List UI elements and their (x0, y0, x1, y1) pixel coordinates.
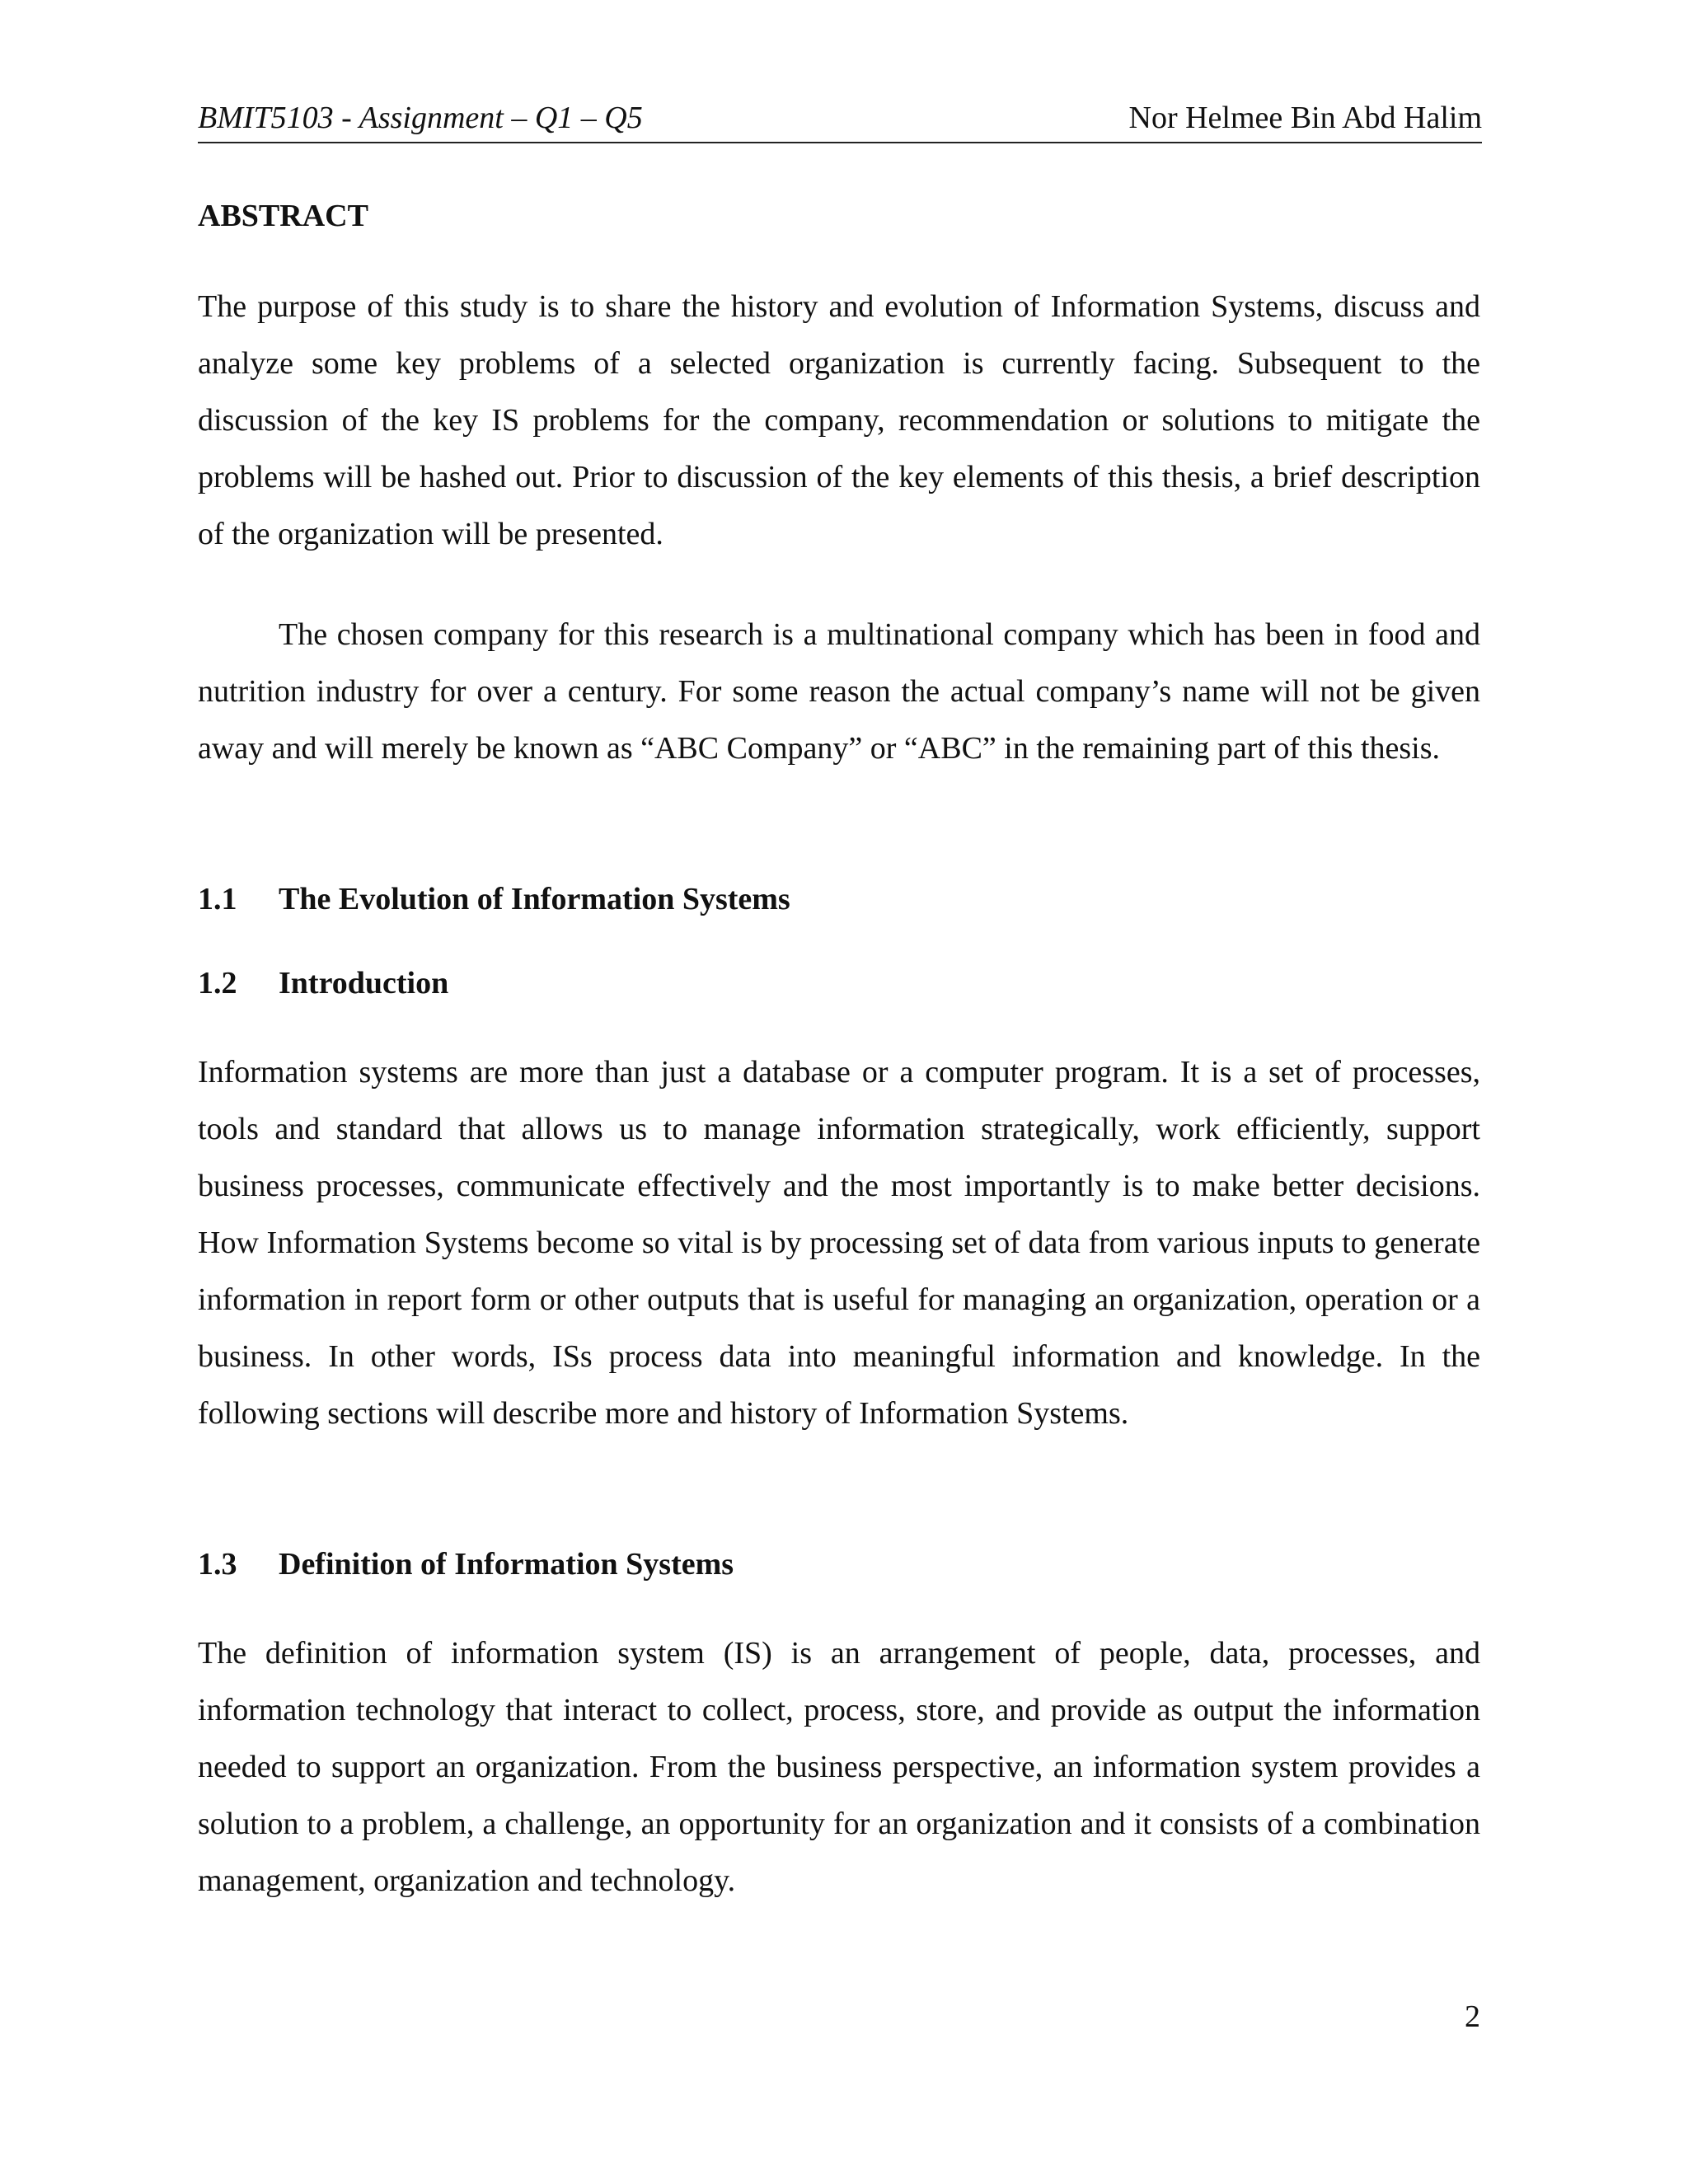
section-heading-introduction (198, 958, 1480, 1008)
section-title: The Evolution of Information Systems (279, 882, 790, 916)
section-heading-evolution (198, 874, 1480, 924)
section-title: Introduction (279, 966, 449, 1001)
definition-paragraph: The definition of information system (IS) is an arrangement of people, data, processes, and information technology that interact to collect, process, store, and provide as output the information needed to support an organization. From the business perspective, an information system provides a solution to a problem, a challenge, an opportunity for an organization and it consists of a combination management, organization and technology. (198, 1636, 1480, 1898)
abstract-paragraph-2: The chosen company for this research is a multinational company which has been in food and nutrition industry for over a century. For some reason the actual company’s name will not be given away and will merely be known as “ABC Company” or “ABC” in the remaining part of this thesis. (198, 617, 1480, 766)
introduction-paragraph: Information systems are more than just a database or a computer program. It is a set of processes, tools and standard that allows us to manage information strategically, work efficiently, support business processes, communicate effectively and the most importantly is to make better decisions. How Information Systems become so vital is by processing set of data from various inputs to generate information in report form or other outputs that is useful for managing an organization, operation or a business. In other words, ISs process data into meaningful information and knowledge. In the following sections will describe more and history of Information Systems. (198, 1055, 1480, 1431)
page-number: 2 (1465, 1999, 1480, 2034)
header-course-title: BMIT5103 - Assignment – Q1 – Q5 (198, 101, 643, 135)
abstract-paragraph-1: The purpose of this study is to share the history and evolution of Information Systems, discuss and analyze some key problems of a selected organization is currently facing. Subsequent to the discussion of the key IS problems for the company, recommendation or solutions to mitigate the problems will be hashed out. Prior to discussion of the key elements of this thesis, a brief description of the organization will be presented. (198, 289, 1480, 551)
page-content (198, 191, 1480, 1910)
header-author-name: Nor Helmee Bin Abd Halim (1128, 101, 1482, 135)
running-header (198, 97, 1482, 143)
section-number: 1.3 (198, 1547, 237, 1582)
section-title: Definition of Information Systems (279, 1547, 734, 1582)
section-number: 1.1 (198, 882, 237, 916)
section-heading-definition (198, 1540, 1480, 1589)
section-number: 1.2 (198, 966, 237, 1001)
abstract-heading: ABSTRACT (198, 199, 368, 233)
